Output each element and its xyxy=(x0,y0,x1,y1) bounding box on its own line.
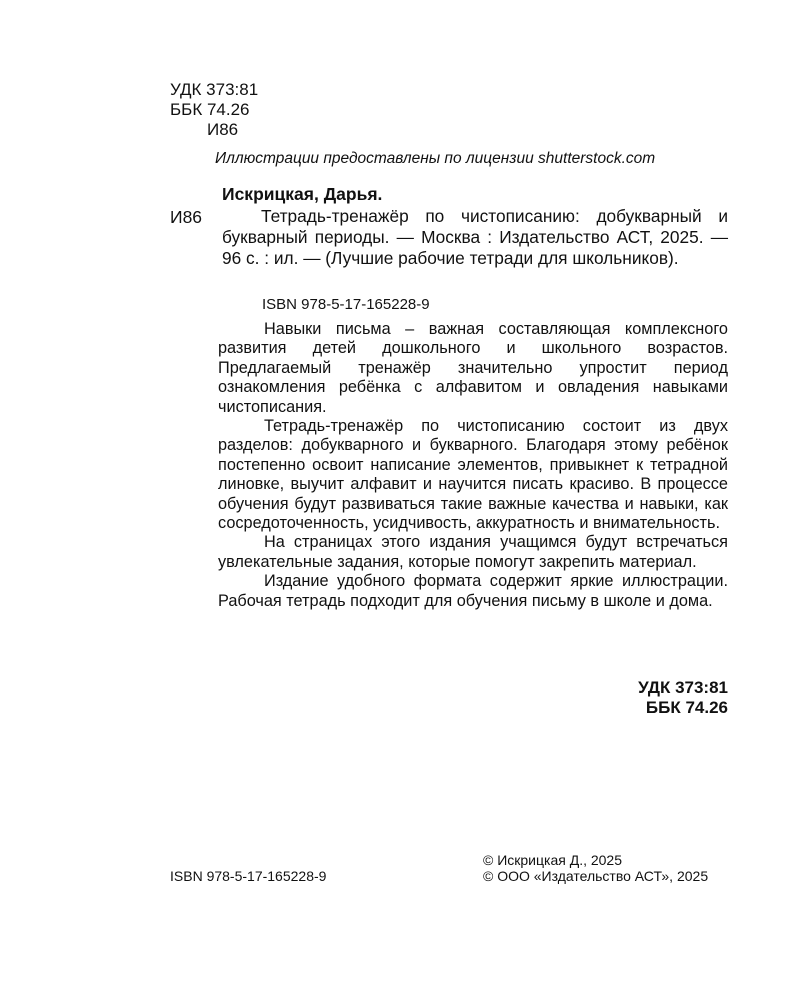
copyright-publisher: © ООО «Издательство АСТ», 2025 xyxy=(483,868,709,884)
abstract xyxy=(218,320,728,611)
entry-description: Тетрадь-тренажёр по чистописанию: добукварный и букварный периоды. — Москва : Издательство АСТ, 2025. — 96 с. : ил. — (Лучшие рабочие тетради для школьников). xyxy=(222,206,728,268)
abstract-paragraph: Тетрадь-тренажёр по чистописанию состоит из двух разделов: добукварного и букварного. Благодаря этому ребёнок постепенно освоит написание элементов, привыкнет к тетрадной линовке, выучит алфавит и научится писать красиво. В процессе обучения будут развиваться такие важные качества и навыки, как сосредоточенность, усидчивость, аккуратность и внимательность. xyxy=(218,417,728,533)
udk-code: УДК 373:81 xyxy=(170,80,259,99)
entry-isbn: ISBN 978-5-17-165228-9 xyxy=(262,296,430,313)
author-mark: И86 xyxy=(207,120,239,139)
footer-isbn: ISBN 978-5-17-165228-9 xyxy=(170,868,327,884)
abstract-paragraph: На страницах этого издания учащимся будут встречаться увлекательные задания, которые помогут закрепить материал. xyxy=(218,533,728,571)
bbk-code-bold: ББК 74.26 xyxy=(645,698,728,717)
illustration-credits: Иллюстрации предоставлены по лицензии shutterstock.com xyxy=(215,150,656,167)
udk-code-bold: УДК 373:81 xyxy=(638,678,728,697)
bbk-code: ББК 74.26 xyxy=(170,100,250,119)
copyright-author: © Искрицкая Д., 2025 xyxy=(483,852,623,868)
entry-author-mark: И86 xyxy=(170,207,203,227)
classification-codes xyxy=(528,678,728,718)
abstract-paragraph: Навыки письма – важная составляющая комплексного развития детей дошкольного и школьного возрастов. Предлагаемый тренажёр значительно упростит период ознакомления ребёнка с алфавитом и овладения навыками чистописания. xyxy=(218,320,728,416)
entry-author: Искрицкая, Дарья. xyxy=(222,184,383,204)
abstract-paragraph: Издание удобного формата содержит яркие иллюстрации. Рабочая тетрадь подходит для обучения письму в школе и дома. xyxy=(218,572,728,610)
